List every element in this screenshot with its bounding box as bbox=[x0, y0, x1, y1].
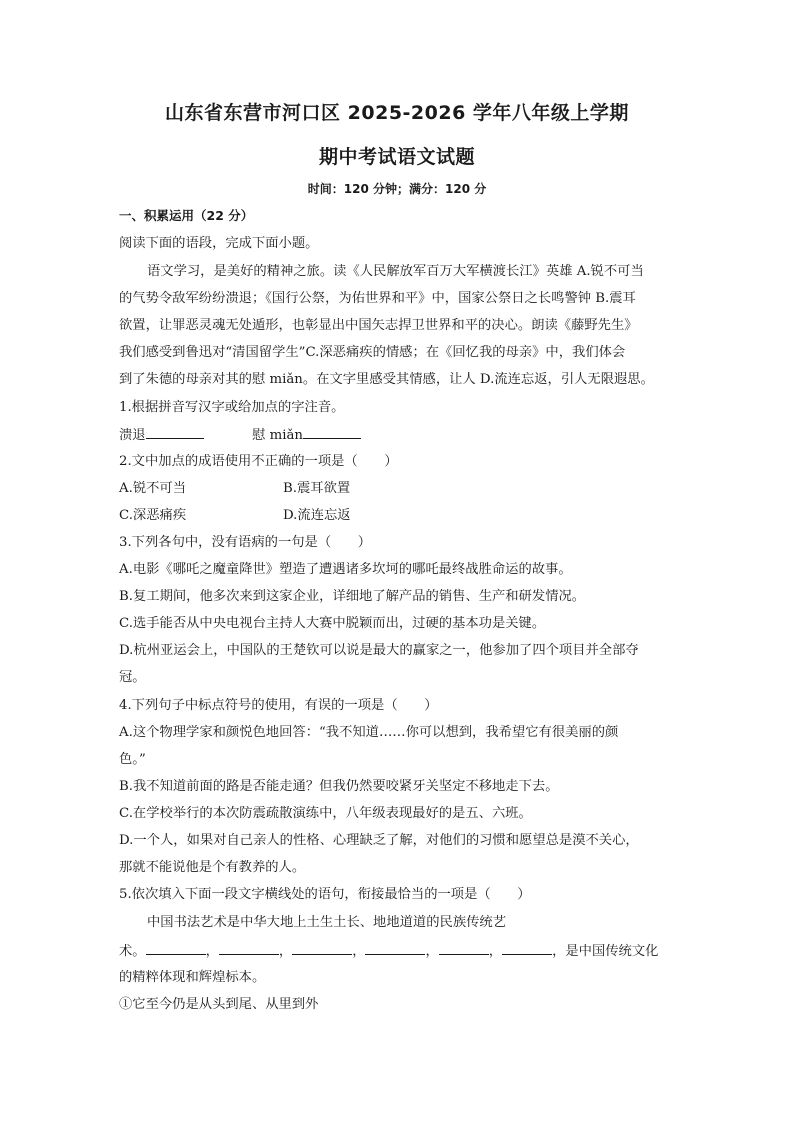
passage-line: 语文学习，是美好的精神之旅。读《人民解放军百万大军横渡长江》英雄 A.锐不可当 bbox=[147, 264, 644, 279]
q5-passage-end: ，是中国传统文化 bbox=[552, 944, 659, 959]
q2-option-a[interactable]: A.锐不可当 bbox=[119, 481, 187, 496]
section-heading: 一、积累运用（22 分） bbox=[119, 208, 254, 223]
separator: ， bbox=[352, 944, 366, 959]
q4-option-b[interactable]: B.我不知道前面的路是否能走通？但我仍然要咬紧牙关坚定不移地走下去。 bbox=[119, 779, 559, 794]
q2-option-d[interactable]: D.流连忘返 bbox=[283, 508, 351, 523]
q5-passage-line: 中国书法艺术是中华大地上土生土长、地地道道的民族传统艺 bbox=[147, 915, 507, 930]
q2-options-row bbox=[119, 507, 689, 525]
separator: ， bbox=[278, 944, 293, 959]
question-1-stem: 1.根据拼音写汉字或给加点的字注音。 bbox=[119, 400, 345, 415]
q2-option-b[interactable]: B.震耳欲置 bbox=[283, 481, 351, 496]
fill-blank-6[interactable] bbox=[502, 942, 552, 955]
question-2-stem: 2.文中加点的成语使用不正确的一项是（ ） bbox=[119, 454, 398, 469]
passage-line: 到了朱德的母亲对其的慰 miǎn。在文字里感受其情感，让人 D.流连忘返，引人无限遐思。 bbox=[119, 372, 654, 387]
q3-option-d-cont: 冠。 bbox=[119, 670, 146, 685]
passage-line: 我们感受到鲁迅对“清国留学生”C.深恶痛疾的情感；在《回忆我的母亲》中，我们体会 bbox=[119, 345, 626, 360]
answer-blank[interactable] bbox=[303, 426, 361, 439]
q5-passage-line: 的精粹体现和辉煌标本。 bbox=[119, 970, 266, 985]
exam-time-score: 时间：120 分钟；满分：120 分 bbox=[307, 182, 487, 196]
separator: ， bbox=[205, 944, 219, 959]
q4-option-d[interactable]: D.一个人，如果对自己亲人的性格、心理缺乏了解，对他们的习惯和愿望总是漠不关心， bbox=[119, 833, 639, 848]
passage-line: 的气势令敌军纷纷溃退；《国行公祭，为佑世界和平》中，国家公祭日之长鸣警钟 B.震耳 bbox=[119, 291, 636, 306]
q4-option-a[interactable]: A.这个物理学家和颜悦色地回答：“我不知道……你可以想到，我希望它有很美丽的颜 bbox=[119, 725, 619, 740]
q1-item-b: 慰 miǎn bbox=[252, 428, 303, 443]
q3-option-a[interactable]: A.电影《哪吒之魔童降世》塑造了遭遇诸多坎坷的哪吒最终战胜命运的故事。 bbox=[119, 562, 572, 577]
question-5-stem: 5.依次填入下面一段文字横线处的语句，衔接最恰当的一项是（ ） bbox=[119, 887, 531, 902]
q4-option-a-cont: 色。” bbox=[119, 752, 146, 767]
q3-option-c[interactable]: C.选手能否从中央电视台主持人大赛中脱颖而出，过硬的基本功是关键。 bbox=[119, 616, 546, 631]
fill-blank-3[interactable] bbox=[292, 942, 352, 955]
q5-passage-start: 术。 bbox=[119, 944, 146, 959]
separator: ， bbox=[425, 944, 439, 959]
fill-blank-2[interactable] bbox=[219, 942, 279, 955]
fill-blank-5[interactable] bbox=[439, 942, 489, 955]
q2-options-row bbox=[119, 480, 689, 498]
question-1-items bbox=[119, 426, 689, 445]
q4-option-c[interactable]: C.在学校举行的本次防震疏散演练中，八年级表现最好的是五、六班。 bbox=[119, 806, 532, 821]
q4-option-d-cont: 那就不能说他是个有教养的人。 bbox=[119, 860, 306, 875]
passage-line: 欲置，让罪恶灵魂无处遁形，也彰显出中国矢志捍卫世界和平的决心。朗读《藤野先生》 bbox=[119, 318, 638, 333]
q2-option-c[interactable]: C.深恶痛疾 bbox=[119, 508, 187, 523]
q3-option-b[interactable]: B.复工期间，他多次来到这家企业，详细地了解产品的销售、生产和研发情况。 bbox=[119, 589, 586, 604]
question-3-stem: 3.下列各句中，没有语病的一句是（ ） bbox=[119, 535, 372, 550]
fill-blank-1[interactable] bbox=[146, 942, 206, 955]
separator: ， bbox=[488, 944, 503, 959]
q1-item-a: 溃退 bbox=[119, 428, 146, 443]
question-4-stem: 4.下列句子中标点符号的使用，有误的一项是（ ） bbox=[119, 698, 438, 713]
exam-title-line1: 山东省东营市河口区 2025-2026 学年八年级上学期 bbox=[165, 102, 629, 124]
q5-item-1: ①它至今仍是从头到尾、从里到外 bbox=[119, 997, 319, 1012]
answer-blank[interactable] bbox=[146, 426, 204, 439]
fill-blank-4[interactable] bbox=[365, 942, 425, 955]
exam-title-line2: 期中考试语文试题 bbox=[318, 146, 475, 168]
q3-option-d[interactable]: D.杭州亚运会上，中国队的王楚钦可以说是最大的赢家之一，他参加了四个项目并全部夺 bbox=[119, 643, 639, 658]
q5-passage-blanks bbox=[119, 942, 689, 961]
section-intro: 阅读下面的语段，完成下面小题。 bbox=[119, 236, 319, 251]
